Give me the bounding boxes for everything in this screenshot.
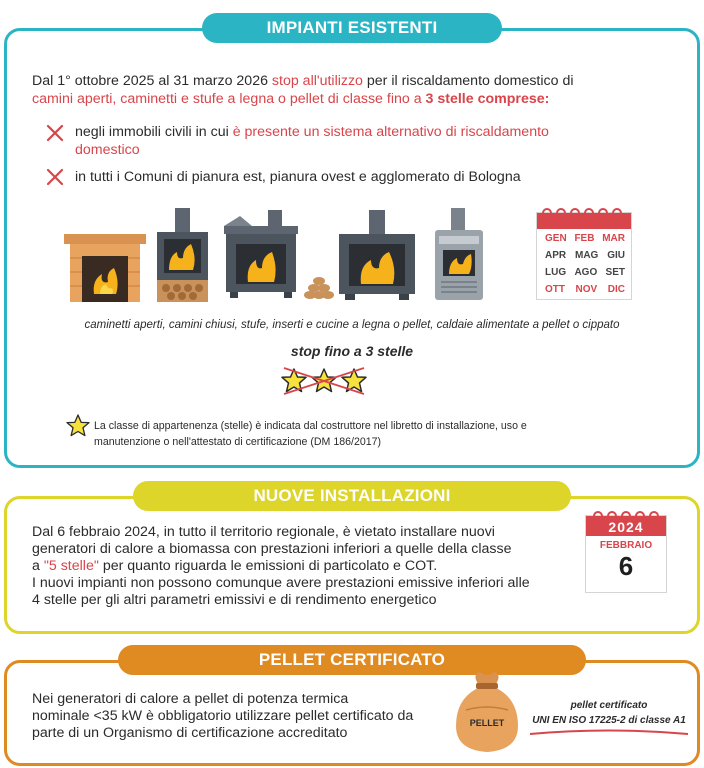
appliances-caption: caminetti aperti, camini chiusi, stufe, inserti e cucine a legna o pellet, caldaie alimentate a pellet o cippato (84, 319, 620, 331)
stove-icon (222, 210, 300, 298)
insert-stove-icon (337, 210, 417, 300)
star-icon (66, 414, 90, 438)
bullet-municipalities: in tutti i Comuni di pianura est, pianura ovest e agglomerato di Bologna (75, 169, 521, 185)
date-calendar (585, 515, 667, 593)
months-row: OTT NOV DIC (545, 284, 625, 295)
cert-label: pellet certificato UNI EN ISO 17225-2 di classe A1 (532, 700, 686, 726)
pellet-boiler-icon (431, 208, 487, 300)
new-installations-text: Dal 6 febbraio 2024, in tutto il territorio regionale, è vietato installare nuovi generatori di calore a biomassa con prestazioni inferiori a quelle della classe a "5 stelle" per quanto riguarda le emissioni di particolato e COT. I nuovi impianti non possono comunque avere prestazioni emissive inferiori alle 4 stelle per gli altri parametri emissivi e di rendimento energetico (32, 524, 530, 608)
pellet-text: Nei generatori di calore a pellet di potenza termica nominale <35 kW è obbligatorio utilizzare pellet certificato da parte di un Organismo di certificazione accreditato (32, 691, 414, 741)
months-row: GEN FEB MAR (545, 233, 625, 244)
calendar-rings-icon (541, 207, 627, 221)
calendar-day: 6 (618, 551, 634, 581)
existing-intro: Dal 1° ottobre 2025 al 31 marzo 2026 stop all'utilizzo per il riscaldamento domestico di camini aperti, caminetti e stufe a legna o pellet di classe fino a 3 stelle comprese: (32, 73, 574, 107)
stop-stars-label: stop fino a 3 stelle (290, 343, 414, 359)
fireplace-open-icon (64, 234, 146, 302)
stars-note: La classe di appartenenza (stelle) è indicata dal costruttore nel libretto di installazione, uso e manutenzione o nell'attestato di certificazione (DM 186/2017) (94, 420, 527, 448)
calendar-month: FEBBRAIO (599, 540, 653, 551)
new-installations-title: NUOVE INSTALLAZIONI (133, 481, 571, 511)
pellet-title: PELLET CERTIFICATO (118, 645, 586, 675)
three-stars-crossed-icon (278, 364, 370, 396)
existing-title: IMPIANTI ESISTENTI (202, 13, 502, 43)
cross-icon (46, 124, 64, 142)
months-calendar (536, 212, 632, 300)
pellet-bag-label: PELLET (469, 718, 505, 728)
calendar-rings-icon (592, 510, 660, 524)
pellet-pile-icon (302, 274, 336, 300)
closed-fireplace-icon (155, 208, 210, 302)
months-row: APR MAG GIU (545, 250, 625, 261)
calendar-year: 2024 (586, 516, 666, 536)
bullet-civil-buildings: negli immobili civili in cui è presente un sistema alternativo di riscaldamento domestico (75, 124, 549, 158)
cert-underline (528, 728, 690, 738)
pellet-bag-icon (452, 670, 522, 754)
cross-icon (46, 168, 64, 186)
months-row: LUG AGO SET (545, 267, 625, 278)
